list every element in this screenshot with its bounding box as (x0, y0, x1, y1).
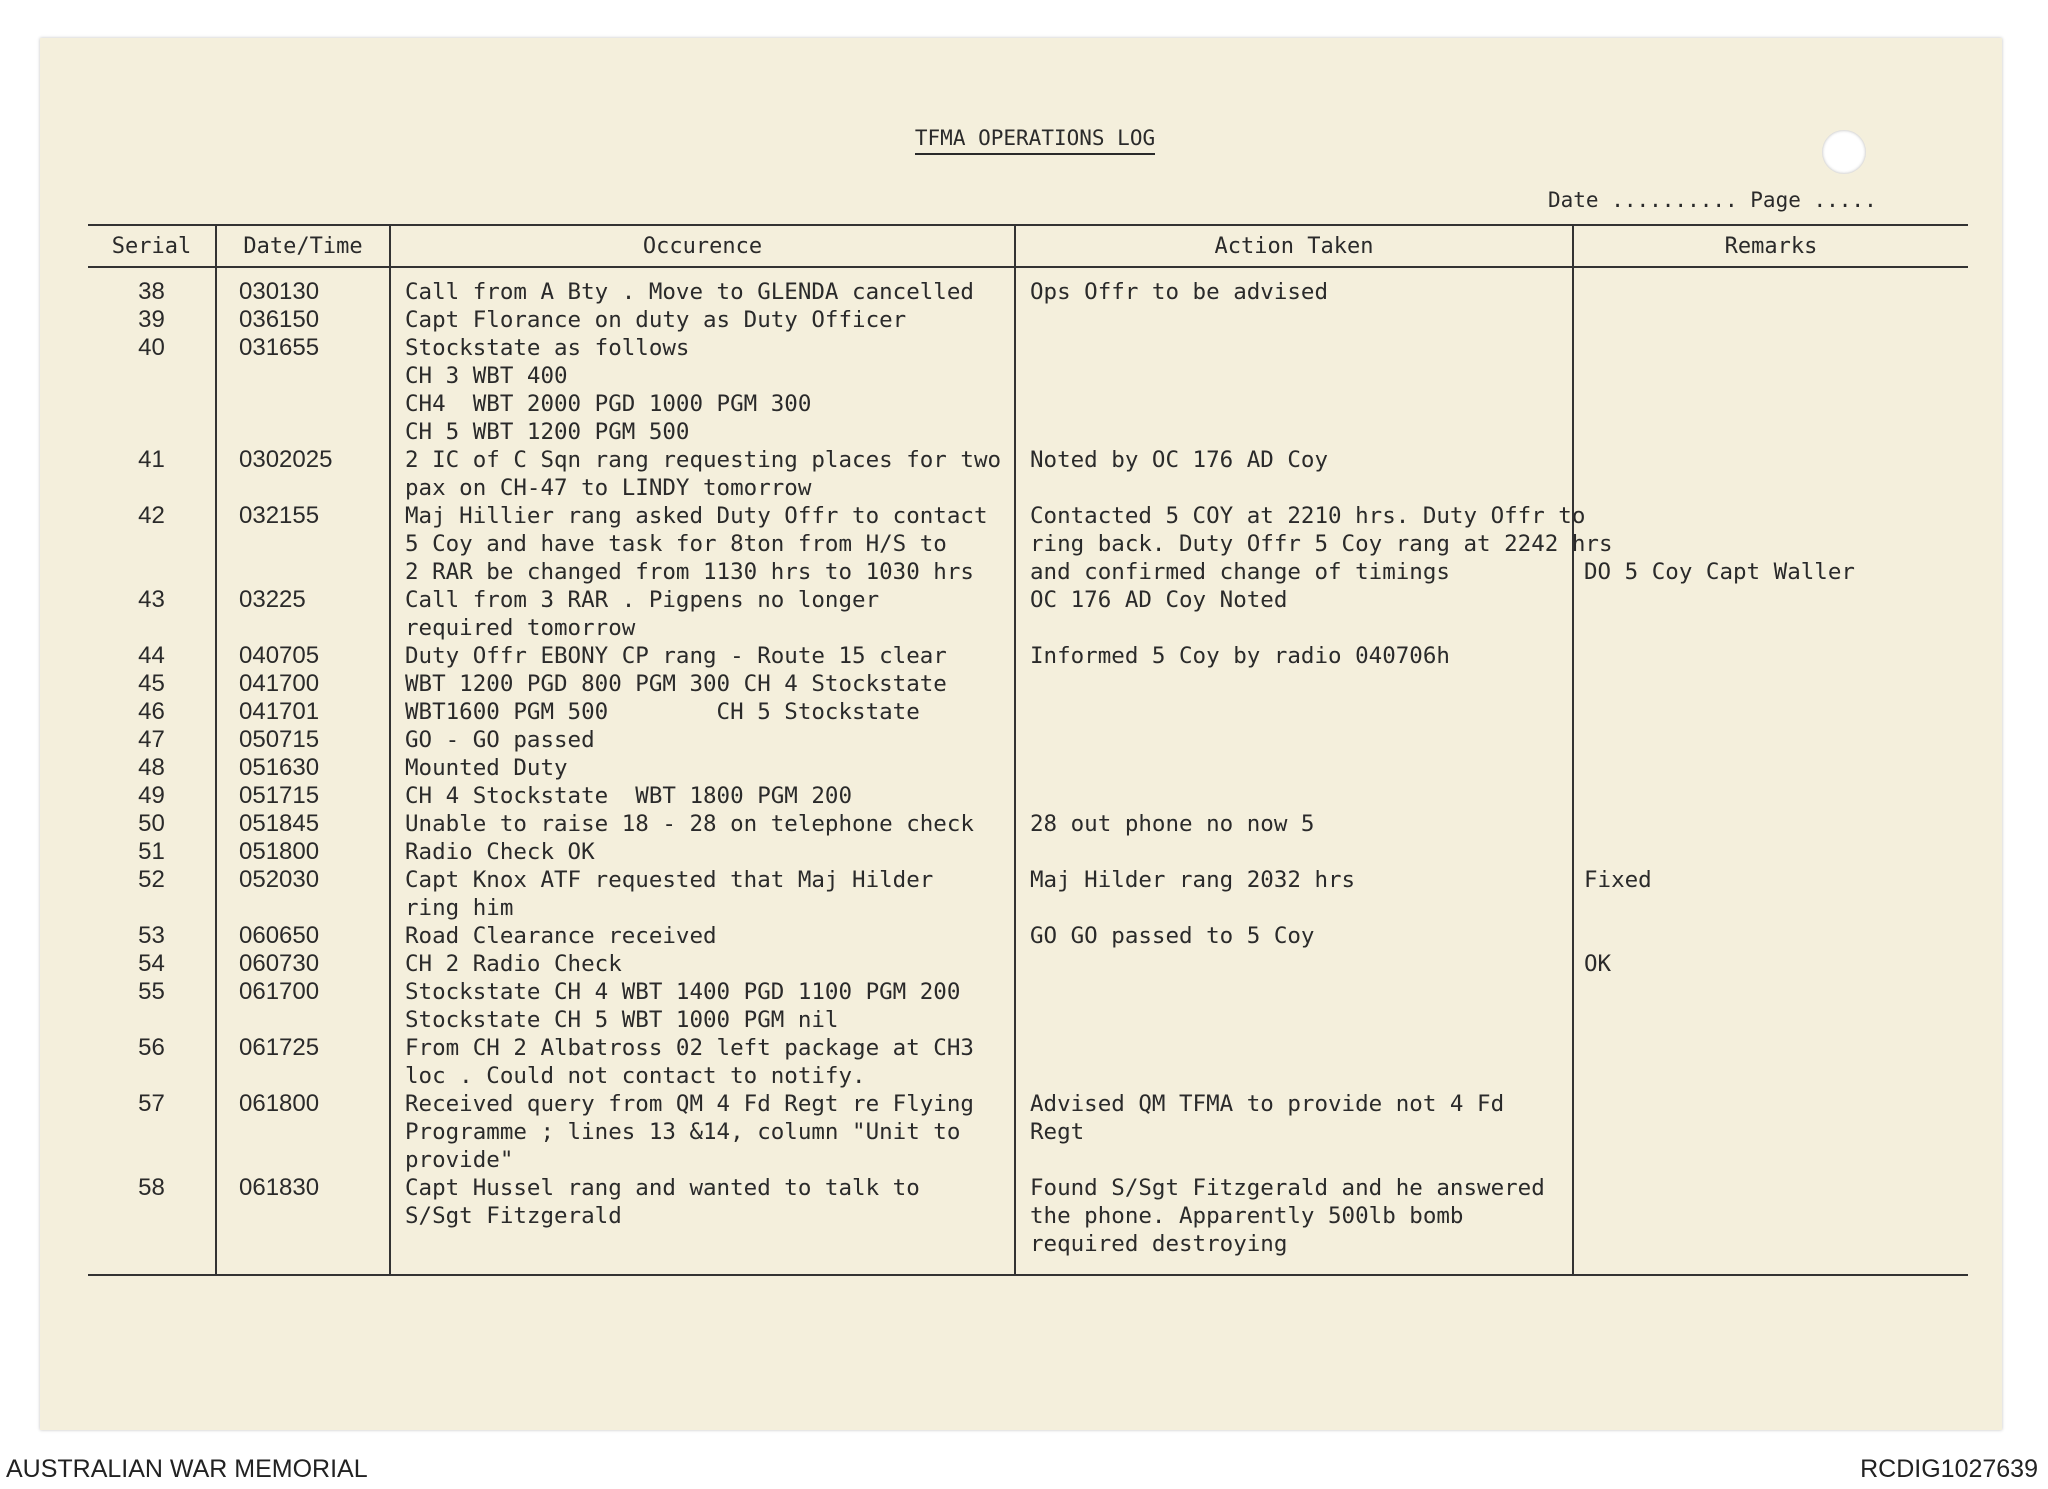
table-row (88, 334, 1968, 446)
remarks-cell (1573, 1174, 1968, 1275)
action-cell: GO GO passed to 5 Coy (1015, 922, 1573, 950)
action-cell: Found S/Sgt Fitzgerald and he answered the phone. Apparently 500lb bomb required destroying (1015, 1174, 1573, 1275)
datetime-cell: 061700 (216, 978, 390, 1034)
datetime-cell: 051800 (216, 838, 390, 866)
footer-source: AUSTRALIAN WAR MEMORIAL (6, 1455, 368, 1483)
table-row (88, 642, 1968, 670)
remarks-cell (1573, 782, 1968, 810)
table-body (88, 267, 1968, 1275)
occurence-cell: Capt Knox ATF requested that Maj Hilder ring him (390, 866, 1015, 922)
occurence-cell: GO - GO passed (390, 726, 1015, 754)
action-cell (1015, 670, 1573, 698)
operations-log-table (88, 224, 1968, 1276)
serial-cell: 43 (138, 586, 165, 613)
table-row (88, 586, 1968, 642)
datetime-cell: 061725 (216, 1034, 390, 1090)
action-cell (1015, 838, 1573, 866)
remarks-cell: DO 5 Coy Capt Waller (1573, 502, 1968, 586)
serial-cell: 51 (138, 838, 165, 865)
occurence-cell: Unable to raise 18 - 28 on telephone check (390, 810, 1015, 838)
occurence-cell: Duty Offr EBONY CP rang - Route 15 clear (390, 642, 1015, 670)
datetime-cell: 052030 (216, 866, 390, 922)
action-cell: 28 out phone no now 5 (1015, 810, 1573, 838)
remarks-cell (1573, 726, 1968, 754)
serial-cell: 38 (138, 278, 165, 305)
datetime-cell: 032155 (216, 502, 390, 586)
remarks-cell (1573, 642, 1968, 670)
table-row (88, 810, 1968, 838)
action-cell: Maj Hilder rang 2032 hrs (1015, 866, 1573, 922)
datetime-cell: 060730 (216, 950, 390, 978)
table-row (88, 726, 1968, 754)
table-row (88, 922, 1968, 950)
datetime-cell: 040705 (216, 642, 390, 670)
remarks-cell (1573, 267, 1968, 306)
action-cell (1015, 950, 1573, 978)
serial-cell: 54 (138, 950, 165, 977)
action-cell: Informed 5 Coy by radio 040706h (1015, 642, 1573, 670)
datetime-cell: 051715 (216, 782, 390, 810)
action-cell (1015, 726, 1573, 754)
serial-cell: 52 (138, 866, 165, 893)
action-cell: Noted by OC 176 AD Coy (1015, 446, 1573, 502)
datetime-cell: 036150 (216, 306, 390, 334)
occurence-cell: CH 2 Radio Check (390, 950, 1015, 978)
occurence-cell: Stockstate CH 4 WBT 1400 PGD 1100 PGM 200 Stockstate CH 5 WBT 1000 PGM nil (390, 978, 1015, 1034)
table-row (88, 782, 1968, 810)
occurence-cell: CH 4 Stockstate WBT 1800 PGM 200 (390, 782, 1015, 810)
occurence-cell: 2 IC of C Sqn rang requesting places for two pax on CH-47 to LINDY tomorrow (390, 446, 1015, 502)
serial-cell: 57 (138, 1090, 165, 1117)
action-cell (1015, 698, 1573, 726)
table-row (88, 1090, 1968, 1174)
page-title (40, 126, 2002, 150)
serial-cell: 48 (138, 754, 165, 781)
occurence-cell: WBT 1200 PGD 800 PGM 300 CH 4 Stockstate (390, 670, 1015, 698)
occurence-cell: Capt Florance on duty as Duty Officer (390, 306, 1015, 334)
datetime-cell: 041701 (216, 698, 390, 726)
remarks-cell: OK (1573, 950, 1968, 978)
datetime-cell: 030130 (216, 267, 390, 306)
serial-cell: 44 (138, 642, 165, 669)
serial-cell: 56 (138, 1034, 165, 1061)
table-row (88, 306, 1968, 334)
remarks-cell (1573, 586, 1968, 642)
date-page-line: Date .......... Page ..... (1548, 188, 1877, 212)
serial-cell: 42 (138, 502, 165, 529)
datetime-cell: 051630 (216, 754, 390, 782)
remarks-cell (1573, 1090, 1968, 1174)
table-row (88, 1034, 1968, 1090)
action-cell (1015, 306, 1573, 334)
table-row (88, 446, 1968, 502)
action-cell (1015, 782, 1573, 810)
table-row (88, 838, 1968, 866)
datetime-cell: 0302025 (216, 446, 390, 502)
remarks-cell: Fixed (1573, 866, 1968, 922)
serial-cell: 45 (138, 670, 165, 697)
table-row (88, 950, 1968, 978)
table-row (88, 866, 1968, 922)
remarks-cell (1573, 838, 1968, 866)
header-remarks: Remarks (1573, 225, 1968, 267)
serial-cell: 39 (138, 306, 165, 333)
serial-cell: 46 (138, 698, 165, 725)
serial-cell: 49 (138, 782, 165, 809)
remarks-cell (1573, 446, 1968, 502)
occurence-cell: Road Clearance received (390, 922, 1015, 950)
serial-cell: 55 (138, 978, 165, 1005)
datetime-cell: 061830 (216, 1174, 390, 1275)
remarks-cell (1573, 698, 1968, 726)
occurence-cell: Stockstate as follows CH 3 WBT 400 CH4 WBT 2000 PGD 1000 PGM 300 CH 5 WBT 1200 PGM 500 (390, 334, 1015, 446)
datetime-cell: 041700 (216, 670, 390, 698)
remarks-cell (1573, 1034, 1968, 1090)
occurence-cell: Radio Check OK (390, 838, 1015, 866)
occurence-cell: Received query from QM 4 Fd Regt re Flying Programme ; lines 13 &14, column "Unit to provide" (390, 1090, 1015, 1174)
document-sheet (40, 38, 2002, 1430)
datetime-cell: 050715 (216, 726, 390, 754)
table-row (88, 502, 1968, 586)
serial-cell: 40 (138, 334, 165, 361)
action-cell: Ops Offr to be advised (1015, 267, 1573, 306)
occurence-cell: Call from 3 RAR . Pigpens no longer required tomorrow (390, 586, 1015, 642)
action-cell (1015, 334, 1573, 446)
remarks-cell (1573, 306, 1968, 334)
serial-cell: 47 (138, 726, 165, 753)
remarks-cell (1573, 670, 1968, 698)
table-row (88, 978, 1968, 1034)
table-row (88, 698, 1968, 726)
datetime-cell: 03225 (216, 586, 390, 642)
table-row (88, 670, 1968, 698)
header-action-taken: Action Taken (1015, 225, 1573, 267)
occurence-cell: From CH 2 Albatross 02 left package at CH3 loc . Could not contact to notify. (390, 1034, 1015, 1090)
serial-cell: 50 (138, 810, 165, 837)
title-text: TFMA OPERATIONS LOG (915, 126, 1155, 155)
remarks-cell (1573, 810, 1968, 838)
action-cell: OC 176 AD Coy Noted (1015, 586, 1573, 642)
serial-cell: 53 (138, 922, 165, 949)
header-datetime: Date/Time (216, 225, 390, 267)
occurence-cell: Mounted Duty (390, 754, 1015, 782)
datetime-cell: 051845 (216, 810, 390, 838)
remarks-cell (1573, 754, 1968, 782)
header-occurence: Occurence (390, 225, 1015, 267)
occurence-cell: Call from A Bty . Move to GLENDA cancelled (390, 267, 1015, 306)
remarks-cell (1573, 978, 1968, 1034)
occurence-cell: WBT1600 PGM 500 CH 5 Stockstate (390, 698, 1015, 726)
action-cell (1015, 754, 1573, 782)
table-row (88, 1174, 1968, 1275)
table-row (88, 754, 1968, 782)
occurence-cell: Capt Hussel rang and wanted to talk to S/Sgt Fitzgerald (390, 1174, 1015, 1275)
datetime-cell: 060650 (216, 922, 390, 950)
table-header-row (88, 225, 1968, 267)
header-serial: Serial (88, 225, 216, 267)
footer-id: RCDIG1027639 (1860, 1455, 2038, 1483)
action-cell (1015, 1034, 1573, 1090)
serial-cell: 41 (138, 446, 165, 473)
action-cell: Advised QM TFMA to provide not 4 Fd Regt (1015, 1090, 1573, 1174)
remarks-cell (1573, 922, 1968, 950)
serial-cell: 58 (138, 1174, 165, 1201)
action-cell (1015, 978, 1573, 1034)
datetime-cell: 061800 (216, 1090, 390, 1174)
table-row (88, 267, 1968, 306)
action-cell: Contacted 5 COY at 2210 hrs. Duty Offr to ring back. Duty Offr 5 Coy rang at 2242 hrs and confirmed change of timings (1015, 502, 1573, 586)
datetime-cell: 031655 (216, 334, 390, 446)
occurence-cell: Maj Hillier rang asked Duty Offr to contact 5 Coy and have task for 8ton from H/S to 2 RAR be changed from 1130 hrs to 1030 hrs (390, 502, 1015, 586)
remarks-cell (1573, 334, 1968, 446)
